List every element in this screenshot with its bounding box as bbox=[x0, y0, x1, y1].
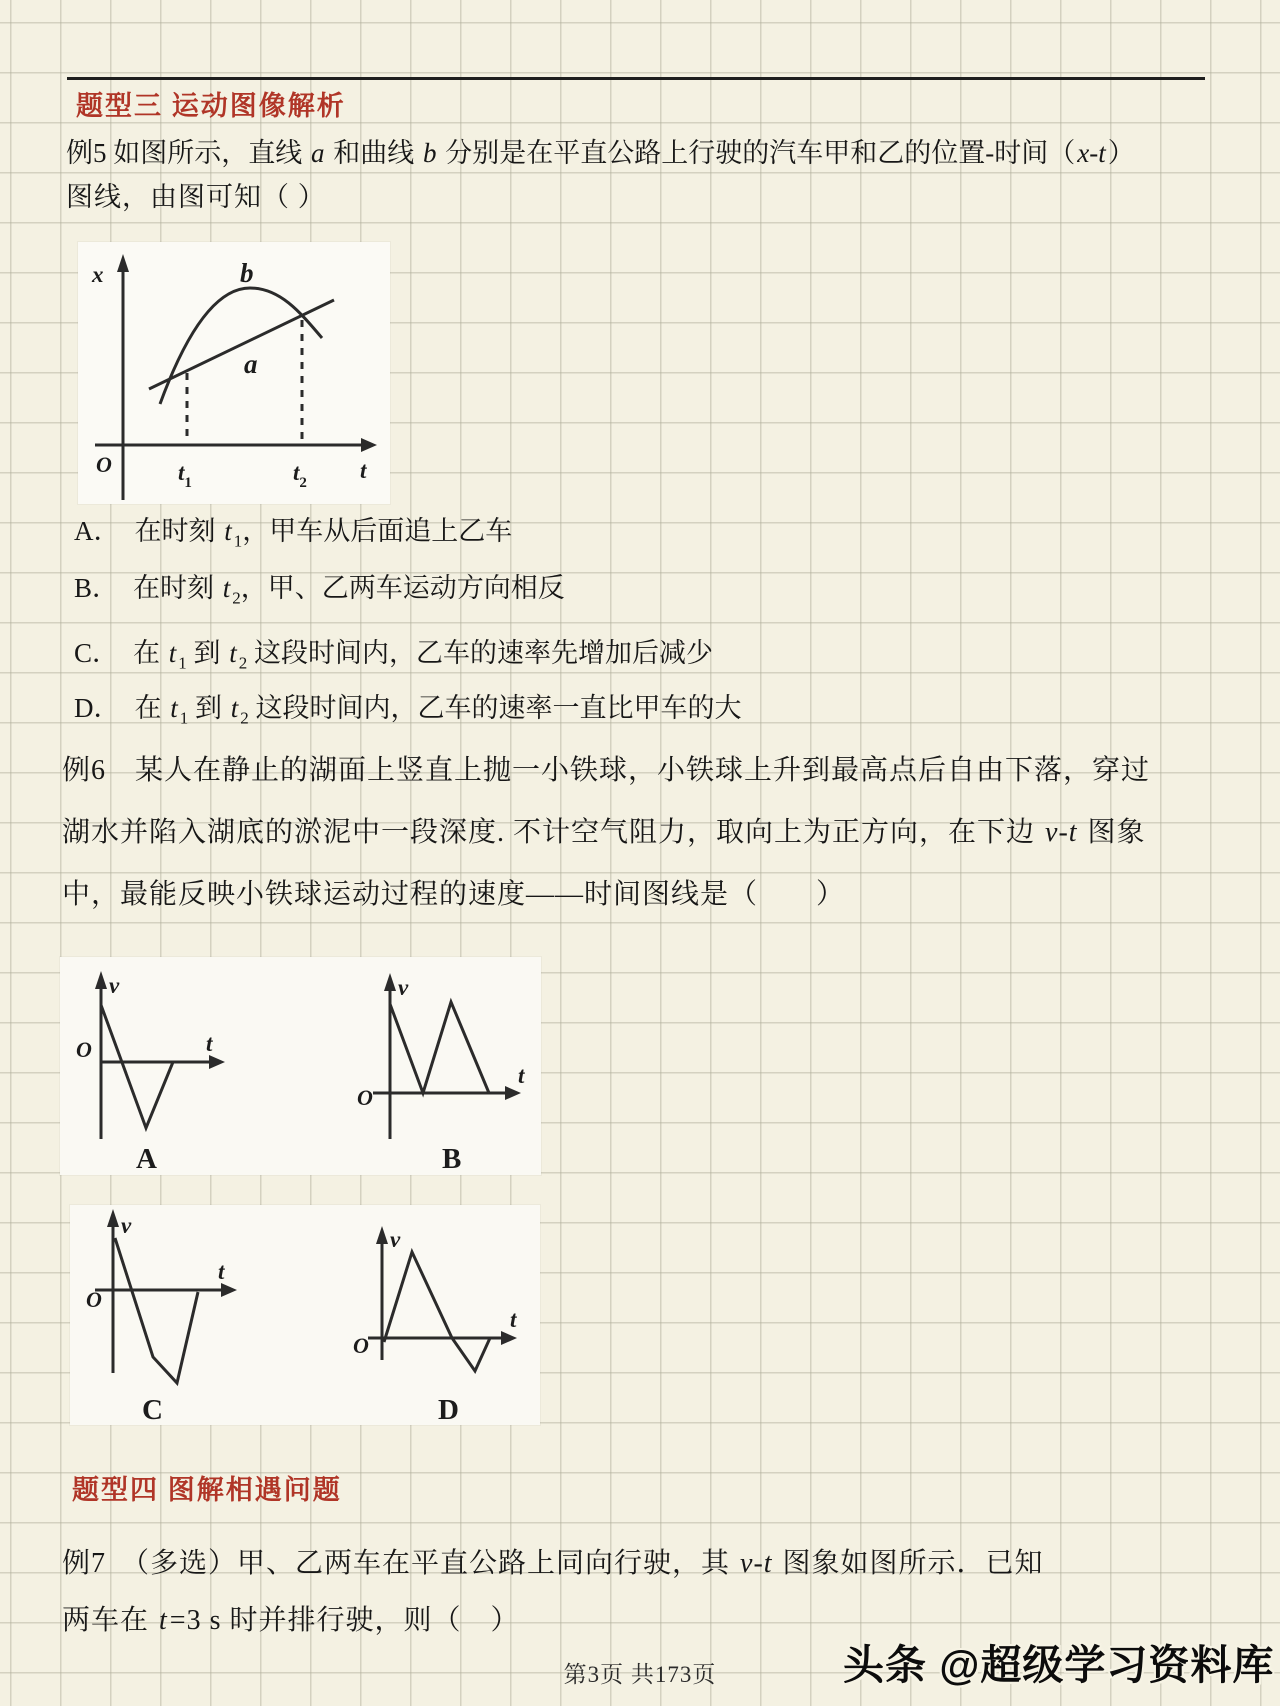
option-d: D． 在 t $_1$ 到 t $_2$ 这段时间内，乙车的速率一直比甲车的大 bbox=[74, 693, 742, 728]
xt-graph-svg bbox=[78, 242, 390, 504]
graph-b-t-label: t bbox=[518, 1063, 525, 1088]
example6-text-line1: 例6 某人在静止的湖面上竖直上抛一小铁球，小铁球上升到最高点后自由下落，穿过 bbox=[62, 755, 1151, 786]
example7-text-line1: 例7 （多选）甲、乙两车在平直公路上同向行驶，其 v-t 图象如图所示．已知 bbox=[62, 1548, 1044, 1579]
graph-b-v-arrow-icon bbox=[384, 973, 396, 991]
graph-d-letter: D bbox=[438, 1394, 459, 1425]
graph-a-t-label: t bbox=[206, 1031, 213, 1056]
graph-c-curve bbox=[115, 1238, 198, 1383]
graph-c-v-arrow-icon bbox=[107, 1209, 119, 1227]
graph-a-v-label: v bbox=[109, 973, 120, 998]
vt-graphs-cd-svg bbox=[70, 1205, 540, 1425]
figure-vt-options-ab bbox=[60, 957, 541, 1175]
graph-a-letter: A bbox=[136, 1143, 157, 1175]
graph-c-t-arrow-icon bbox=[221, 1283, 237, 1297]
graph-a-curve bbox=[101, 1005, 173, 1128]
graph-d-v-arrow-icon bbox=[376, 1226, 388, 1244]
graph-a-t-arrow-icon bbox=[209, 1055, 225, 1069]
example6-text-line2: 湖水并陷入湖底的淤泥中一段深度. 不计空气阻力，取向上为正方向，在下边 v-t 图象 bbox=[62, 817, 1146, 848]
section-heading-type4: 题型四 图解相遇问题 bbox=[72, 1475, 342, 1505]
example5-text-line1: 例5 如图所示，直线 a 和曲线 b 分别是在平直公路上行驶的汽车甲和乙的位置-时间（x-t） bbox=[66, 138, 1135, 168]
watermark: 头条 @超级学习资料库 bbox=[843, 1642, 1275, 1688]
graph-b-origin: O bbox=[357, 1085, 373, 1110]
t-axis-label: t bbox=[360, 458, 367, 483]
graph-c-v-label: v bbox=[121, 1213, 132, 1238]
option-b: B． 在时刻 t $_2$，甲、乙两车运动方向相反 bbox=[74, 573, 565, 608]
graph-b-t-arrow-icon bbox=[505, 1086, 521, 1100]
x-axis-label: x bbox=[92, 262, 104, 287]
section-heading-type3: 题型三 运动图像解析 bbox=[76, 91, 346, 121]
graph-a-origin: O bbox=[76, 1037, 92, 1062]
example5-text-line2: 图线，由图可知（ ） bbox=[66, 182, 326, 212]
graph-c-origin: O bbox=[86, 1287, 102, 1312]
graph-a-v-arrow-icon bbox=[95, 971, 107, 989]
graph-c-letter: C bbox=[142, 1394, 163, 1425]
graph-b-v-label: v bbox=[398, 975, 409, 1000]
graph-d-t-label: t bbox=[510, 1307, 517, 1332]
graph-d-curve bbox=[384, 1252, 490, 1371]
line-a bbox=[149, 300, 334, 389]
figure-vt-options-cd bbox=[70, 1205, 540, 1425]
figure-xt-graph bbox=[78, 242, 390, 504]
section-divider-line bbox=[67, 77, 1205, 80]
option-a: A． 在时刻 t $_1$，甲车从后面追上乙车 bbox=[74, 516, 513, 551]
graph-b-letter: B bbox=[442, 1143, 462, 1175]
x-axis-arrow-icon bbox=[117, 254, 129, 272]
origin-label: O bbox=[96, 452, 112, 477]
curve-b-label: b bbox=[240, 258, 254, 288]
graph-d-t-arrow-icon bbox=[501, 1331, 517, 1345]
graph-d-v-label: v bbox=[390, 1227, 401, 1252]
page-number: 第3页 共173页 bbox=[563, 1662, 717, 1687]
t-axis-arrow-icon bbox=[361, 438, 377, 452]
vt-graphs-ab-svg bbox=[60, 957, 541, 1175]
graph-d-origin: O bbox=[353, 1333, 369, 1358]
option-c: C． 在 t $_1$ 到 t $_2$ 这段时间内，乙车的速率先增加后减少 bbox=[74, 638, 714, 673]
line-a-label: a bbox=[244, 349, 258, 379]
graph-b-curve bbox=[390, 1002, 489, 1093]
tick-t2: $t_2$ bbox=[293, 460, 307, 491]
example7-text-line2: 两车在 t=3 s 时并排行驶，则（ ） bbox=[62, 1605, 520, 1636]
example6-text-line3: 中，最能反映小铁球运动过程的速度——时间图线是（ ） bbox=[62, 879, 846, 910]
graph-c-t-label: t bbox=[218, 1259, 225, 1284]
tick-t1: $t_1$ bbox=[178, 460, 192, 491]
